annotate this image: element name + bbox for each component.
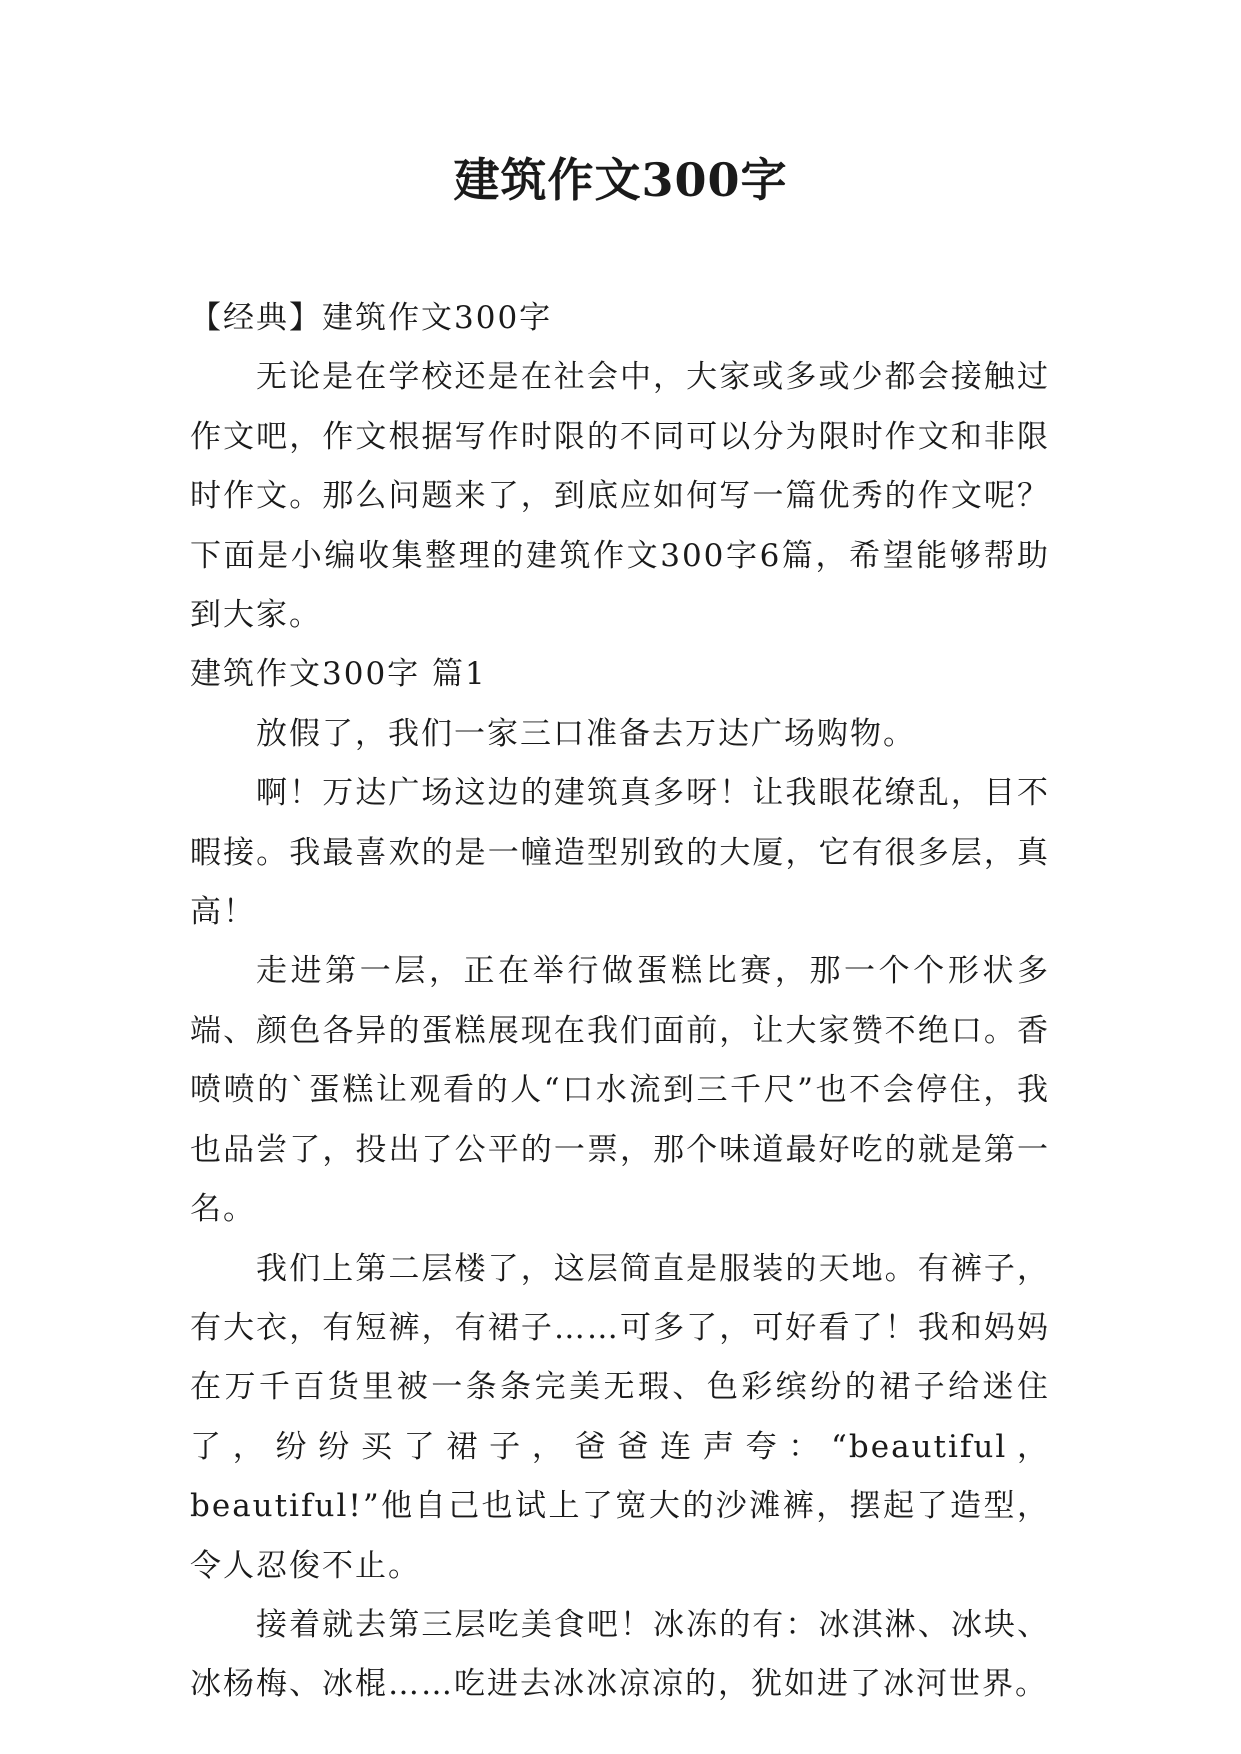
body-paragraph: 接着就去第三层吃美食吧！冰冻的有：冰淇淋、冰块、冰杨梅、冰棍……吃进去冰冰凉凉的，犹如进了冰河世界。	[190, 1606, 1050, 1703]
body-paragraph: 放假了，我们一家三口准备去万达广场购物。	[256, 715, 916, 752]
document-body	[190, 289, 1050, 1715]
body-paragraph: 啊！万达广场这边的建筑真多呀！让我眼花缭乱，目不暇接。我最喜欢的是一幢造型别致的大厦，它有很多层，真高！	[190, 775, 1050, 931]
section-heading: 建筑作文300字 篇1	[190, 656, 487, 693]
body-paragraph: 走进第一层，正在举行做蛋糕比赛，那一个个形状多端、颜色各异的蛋糕展现在我们面前，让大家赞不绝口。香喷喷的`蛋糕让观看的人“口水流到三千尺”也不会停住，我也品尝了，投出了公平的一票，那个味道最好吃的就是第一名。	[190, 953, 1050, 1228]
document-title: 建筑作文300字	[453, 153, 788, 207]
intro-paragraph: 无论是在学校还是在社会中，大家或多或少都会接触过作文吧，作文根据写作时限的不同可以分为限时作文和非限时作文。那么问题来了，到底应如何写一篇优秀的作文呢？下面是小编收集整理的建筑作文300字6篇，希望能够帮助到大家。	[190, 359, 1050, 634]
subtitle-line: 【经典】建筑作文300字	[190, 300, 553, 336]
body-paragraph: 我们上第二层楼了，这层简直是服装的天地。有裤子，有大衣，有短裤，有裙子……可多了，可好看了！我和妈妈在万千百货里被一条条完美无瑕、色彩缤纷的裙子给迷住了，纷纷买了裙子，爸爸连声夸：“beautiful，beautiful!”他自己也试上了宽大的沙滩裤，摆起了造型，令人忍俊不止。	[190, 1250, 1050, 1584]
